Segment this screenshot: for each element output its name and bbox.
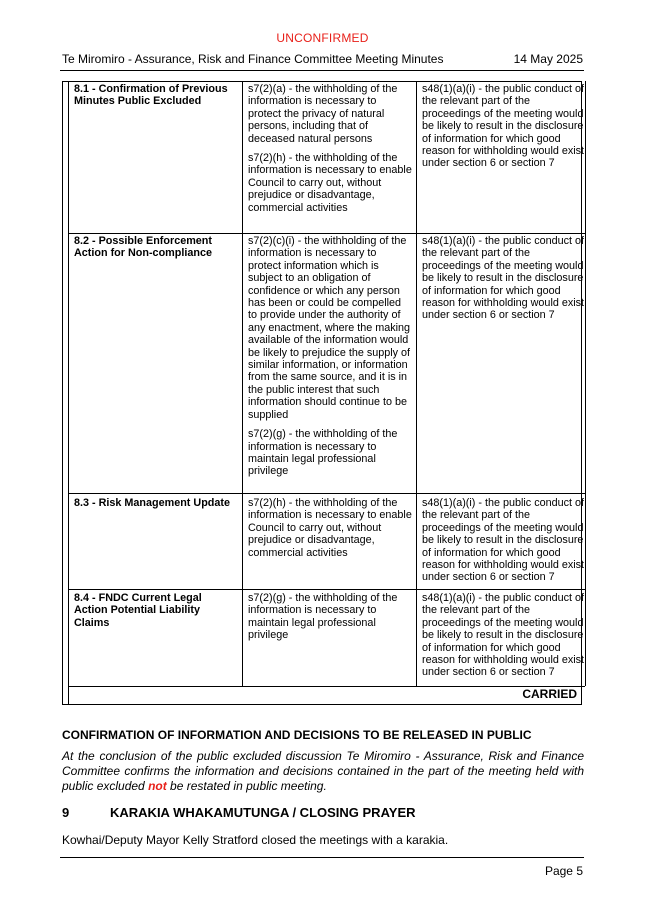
confirmation-text: At the conclusion of the public excluded discussion Te Miromiro - Assurance, Risk and Finance Committee confirms the information and decisions contained in the part of the meeting held with public excluded	[62, 749, 584, 793]
reason-text: s7(2)(g) - the withholding of the information is necessary to maintain legal professional privilege	[248, 592, 398, 642]
reason-text: s7(2)(c)(i) - the withholding of the information is necessary to protect information which is subject to an obligation of confidence or which any person has been or could be compelled to provide under the authority of any enactment, where the making available of the information would be likely to prejudice the supply of similar information, or information from the same source, and it is in the public interest that such information should continue to be supplied	[248, 235, 411, 421]
table-row-reasons	[248, 235, 412, 485]
table-row-subject: 8.1 - Confirmation of Previous Minutes Public Excluded	[74, 83, 228, 108]
table-row-ground: s48(1)(a)(i) - the public conduct of the relevant part of the proceedings of the meeting would be likely to result in the disclosure of information for which good reason for withholding would exist under section 6 or section 7	[422, 235, 585, 322]
section-title: KARAKIA WHAKAMUTUNGA / CLOSING PRAYER	[110, 805, 416, 820]
table-column-divider	[416, 81, 417, 686]
table-row-ground: s48(1)(a)(i) - the public conduct of the relevant part of the proceedings of the meeting would be likely to result in the disclosure of information for which good reason for withholding would exist under section 6 or section 7	[422, 592, 585, 679]
confirmation-heading: CONFIRMATION OF INFORMATION AND DECISIONS TO BE RELEASED IN PUBLIC	[62, 728, 532, 742]
reason-text: s7(2)(a) - the withholding of the information is necessary to protect the privacy of natural persons, including that of deceased natural persons	[248, 83, 398, 145]
meeting-date: 14 May 2025	[513, 52, 583, 66]
unconfirmed-label: UNCONFIRMED	[276, 31, 369, 45]
page-number: Page 5	[544, 864, 583, 878]
table-row-ground: s48(1)(a)(i) - the public conduct of the relevant part of the proceedings of the meeting would be likely to result in the disclosure of information for which good reason for withholding would exist under section 6 or section 7	[422, 497, 585, 584]
section-body: Kowhai/Deputy Mayor Kelly Stratford closed the meetings with a karakia.	[62, 833, 449, 847]
reason-text: s7(2)(h) - the withholding of the information is necessary to enable Council to carry out, without prejudice or disadvantage, commercial activities	[248, 497, 412, 559]
table-row-reasons	[248, 83, 412, 221]
confirmation-text-end: be restated in public meeting.	[166, 779, 327, 793]
emphasis-not: not	[148, 779, 167, 793]
table-column-divider	[242, 81, 243, 686]
row-divider	[68, 589, 585, 590]
row-divider	[68, 493, 585, 494]
carried-label: CARRIED	[522, 687, 577, 701]
footer-divider	[60, 857, 584, 858]
table-row-subject: 8.4 - FNDC Current Legal Action Potential Liability Claims	[74, 592, 202, 629]
table-row-reasons	[248, 497, 412, 566]
row-divider	[68, 686, 585, 687]
header-divider	[60, 70, 584, 71]
document-title: Te Miromiro - Assurance, Risk and Finance Committee Meeting Minutes	[62, 52, 444, 66]
table-row-subject: 8.2 - Possible Enforcement Action for Non-compliance	[74, 235, 213, 260]
reason-text: s7(2)(g) - the withholding of the information is necessary to maintain legal professional privilege	[248, 428, 398, 478]
table-row-reasons	[248, 592, 412, 649]
section-number: 9	[62, 805, 70, 820]
confirmation-paragraph	[62, 749, 584, 794]
table-row-ground: s48(1)(a)(i) - the public conduct of the relevant part of the proceedings of the meeting would be likely to result in the disclosure of information for which good reason for withholding would exist under section 6 or section 7	[422, 83, 585, 170]
table-inner-left-border	[68, 81, 69, 705]
reason-text: s7(2)(h) - the withholding of the information is necessary to enable Council to carry out, without prejudice or disadvantage, commercial activities	[248, 152, 412, 214]
row-divider	[68, 233, 585, 234]
table-row-subject: 8.3 - Risk Management Update	[74, 497, 230, 509]
